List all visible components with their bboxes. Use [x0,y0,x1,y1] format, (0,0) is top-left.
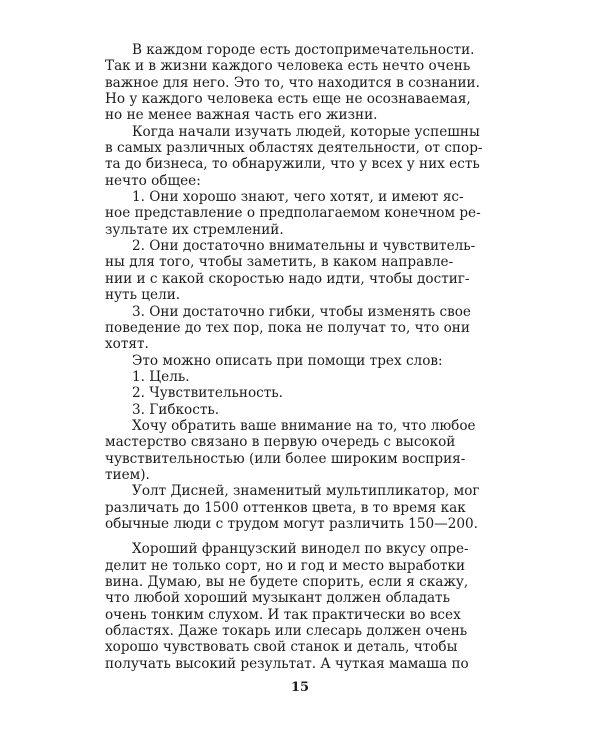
word-item: 2. Чувствительность. [132,385,283,402]
text-line: чувствительностью (или более широким восприя- [105,450,466,467]
text-line: Так и в жизни каждого человека есть нечто очень [105,58,471,75]
list-item-line: нуть цели. [105,287,181,304]
text-line: получать высокий результат. А чуткая мамаша по [105,655,469,672]
list-item-line: 2. Они достаточно внимательны и чувствитель- [132,238,476,255]
text-line: различать до 1500 оттенков цвета, в то время как [105,499,466,516]
text-line: нечто общее: [105,172,201,189]
text-line: очень тонким слухом. И так практически во всех [105,606,461,623]
text-line: что любой хороший музыкант должен обладать [105,590,450,607]
page-body [105,42,483,672]
text-line: важное для него. Это то, что находится в сознании. [105,74,480,91]
word-item: 3. Гибкость. [132,401,220,418]
list-item-line: 3. Они достаточно гибки, чтобы изменять свое [132,303,471,320]
list-item-line: 1. Они хорошо знают, чего хотят, и имеют яс- [132,189,464,206]
text-line: обычные люди с трудом могут различить 150—200. [105,515,478,532]
list-item-line: нии и с какой скоростью надо идти, чтобы достиг- [105,270,470,287]
text-line: хорошо чувствовать свой станок и деталь, чтобы [105,639,458,656]
list-item-line: ны для того, чтобы заметить, в каком направле- [105,254,454,271]
word-item: 1. Цель. [132,368,190,385]
text-line: Хороший французский винодел по вкусу опре- [132,541,469,558]
text-line: Это можно описать при помощи трех слов: [132,352,443,369]
text-line: Уолт Дисней, знаменитый мультипликатор, мог [132,483,480,500]
text-line: областях. Даже токарь или слесарь должен очень [105,623,468,640]
text-line: Но у каждого человека есть еще не осознаваемая, [105,91,471,108]
text-line: вина. Думаю, вы не будете спорить, если я скажу, [105,574,469,590]
text-line: В каждом городе есть достопримечательности. [132,42,475,58]
text-line: тием). [105,466,150,483]
paragraph-gap [105,532,477,541]
text-line: мастерство связано в первую очередь с высокой [105,434,456,451]
text-line: Когда начали изучать людей, которые успешны [132,123,480,140]
list-item-line: ное представление о предполагаемом конечном ре- [105,205,481,222]
list-item-line: поведение до тех пор, пока не получат то, что они [105,319,470,336]
list-item-line: зультате их стремлений. [105,221,284,238]
text-line: но не менее важная часть его жизни. [105,107,378,124]
text-line: делит не только сорт, но и год и место выработки [105,557,466,574]
text-line: та до бизнеса, то обнаружили, что у всех у них есть [105,156,480,173]
list-item-line: хотят. [105,336,149,353]
text-line: Хочу обратить ваше внимание на то, что любое [132,417,476,434]
page-number: 15 [290,680,310,695]
text-line: в самых различных областях деятельности, от спор- [105,140,483,157]
